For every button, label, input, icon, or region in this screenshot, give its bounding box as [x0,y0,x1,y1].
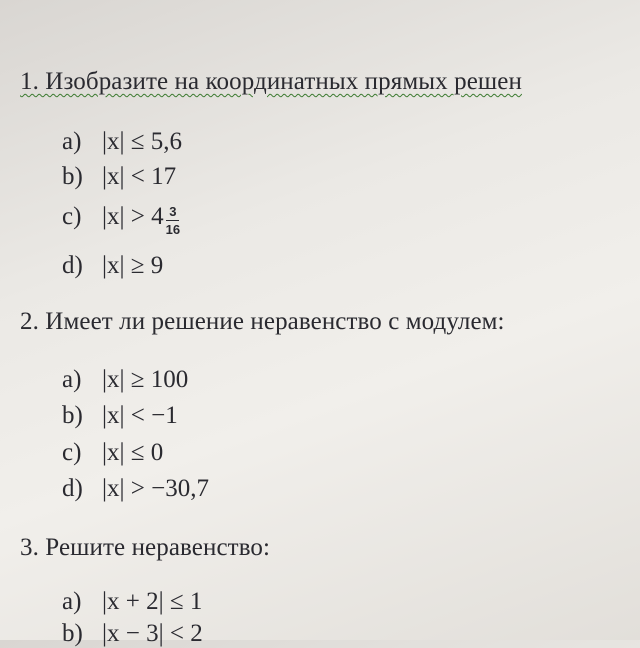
item-expression: |x| > −30,7 [102,475,209,502]
item-letter: a) [62,588,82,615]
task-1-heading-text: 1. Изобразите на координатных прямых решен [20,68,522,95]
task-1-item-b [62,163,176,191]
item-expression: |x| ≤ 5,6 [102,128,182,155]
task-3-item-a [62,588,202,616]
task-1-heading [20,68,522,96]
task-1-item-a [62,128,182,156]
task-3-heading-text: 3. Решите неравенство: [20,534,271,561]
item-expression: |x| ≤ 0 [102,439,164,466]
item-expression: |x| ≥ 100 [102,366,189,393]
fraction [166,205,180,236]
item-letter: d) [62,252,83,279]
task-2-item-a [62,366,188,394]
task-2-item-c [62,439,163,467]
item-letter: c) [62,439,82,466]
item-expression: |x| > 4 [102,203,164,231]
task-2-item-d [62,475,209,503]
fraction-denominator: 16 [165,222,181,237]
item-expression: |x − 3| < 2 [102,620,203,647]
item-letter: a) [62,366,82,393]
item-letter: d) [62,475,83,502]
task-1-item-c [62,203,181,237]
item-expression: |x| < 17 [102,163,177,190]
item-expression: |x| ≥ 9 [102,252,164,279]
task-2-item-b [62,402,178,430]
item-letter: a) [62,128,82,155]
item-letter: b) [62,163,83,190]
item-letter: b) [62,402,83,429]
task-3-heading [20,534,270,562]
item-expression: |x + 2| ≤ 1 [102,588,203,615]
item-letter: c) [62,203,82,231]
task-3-item-b [62,620,203,648]
task-2-heading [20,308,505,336]
item-letter: b) [62,620,83,647]
task-1-item-d [62,252,163,280]
task-2-heading-text: 2. Имеет ли решение неравенство с модулем: [20,308,505,335]
item-expression: |x| < −1 [102,402,178,429]
fraction-numerator: 3 [166,205,179,221]
